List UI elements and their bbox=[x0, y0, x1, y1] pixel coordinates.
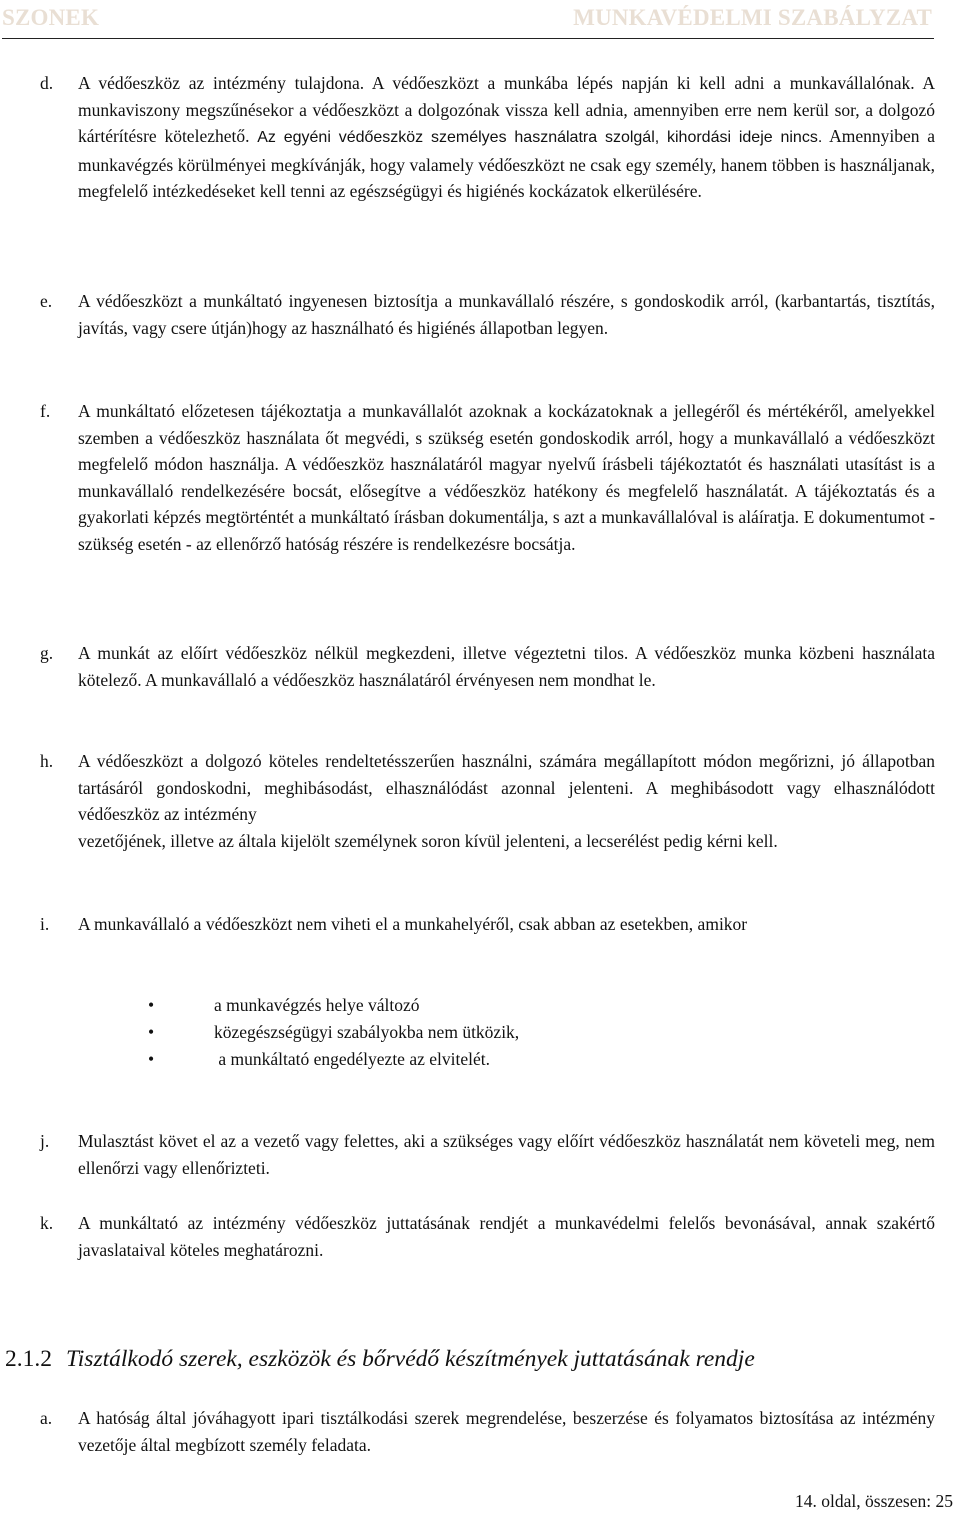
item-label: e. bbox=[40, 291, 53, 311]
bullet-list bbox=[148, 992, 519, 1073]
item-text bbox=[78, 70, 935, 205]
bullet-icon: • bbox=[148, 1049, 155, 1069]
item-text: Mulasztást követ el az a vezető vagy felettes, aki a szükséges vagy előírt védőeszköz használatát nem követeli meg, nem ellenőrzi vagy ellenőrizteti. bbox=[78, 1131, 935, 1178]
item-label: j. bbox=[40, 1131, 50, 1151]
item-label: a. bbox=[40, 1408, 53, 1428]
list-item-j bbox=[40, 1128, 935, 1181]
list-item-h bbox=[40, 748, 935, 854]
item-text: A védőeszközt a munkáltató ingyenesen biztosítja a munkavállaló részére, s gondoskodik arról, (karbantartás, tisztítás, javítás, vagy csere útján)hogy az használható és higiénés állapotban legyen. bbox=[78, 291, 935, 338]
section-number: 2.1.2 bbox=[5, 1346, 52, 1372]
item-text-part: A védőeszköz az intézmény tulajdona. A védőeszközt a munkába lépés napján ki kell adni a munkavállalónak. A munkaviszony megszűnésekor a védőeszközt a dolgozónak vissza kell adnia, amennyiben erre nem kerül sor, a dolgozó kártérítésre kötelezhető. bbox=[78, 73, 935, 147]
list-item-k bbox=[40, 1210, 935, 1263]
section-title: Tisztálkodó szerek, eszközök és bőrvédő készítmények juttatásának rendje bbox=[66, 1346, 755, 1372]
bullet-item bbox=[148, 992, 519, 1019]
bullet-item bbox=[148, 1019, 519, 1046]
item-label: g. bbox=[40, 643, 54, 663]
bullet-text: közegészségügyi szabályokba nem ütközik, bbox=[214, 1022, 520, 1042]
item-text: A munkát az előírt védőeszköz nélkül megkezdeni, illetve végeztetni tilos. A védőeszköz munka közbeni használata kötelező. A munkavállaló a védőeszköz használatáról érvényesen nem mondhat le. bbox=[78, 643, 935, 690]
bullet-icon: • bbox=[148, 995, 155, 1015]
item-text-part-2: vezetőjének, illetve az általa kijelölt személynek soron kívül jelenteni, a lecserélést pedig kérni kell. bbox=[78, 830, 778, 851]
item-text-sans-part: Az egyéni védőeszköz személyes használatra szolgál, kihordási ideje nincs. bbox=[257, 129, 823, 147]
list-item-i bbox=[40, 911, 935, 938]
item-label: h. bbox=[40, 751, 54, 771]
item-text: A hatóság által jóváhagyott ipari tisztálkodási szerek megrendelése, beszerzése és folyamatos biztosítása az intézmény vezetője által megbízott személy feladata. bbox=[78, 1408, 935, 1455]
item-text-part: A védőeszközt a dolgozó köteles rendeltetésszerűen használni, számára megállapított módon megőrizni, jó állapotban tartásáról gondoskodni, meghibásodást, elhasználódást azonnal jelenteni. A meghibásodott vagy elhasználódott védőeszköz az intézmény bbox=[78, 751, 935, 825]
bullet-text: a munkáltató engedélyezte az elvitelét. bbox=[214, 1049, 490, 1069]
bullet-icon: • bbox=[148, 1022, 155, 1042]
item-text: A munkáltató az intézmény védőeszköz juttatásának rendjét a munkavédelmi felelős bevonásával, annak szakértő javaslataival köteles meghatározni. bbox=[78, 1213, 935, 1260]
item-label: k. bbox=[40, 1213, 54, 1233]
list-item-f bbox=[40, 398, 935, 558]
item-text-part-2: Amennyiben a munkavégzés körülményei megkívánják, hogy valamely védőeszközt ne csak egy személy, hanem többen is használjanak, megfelelő intézkedéseket kell tenni az egészségügyi és higiénés kockázatok elkerülésére. bbox=[78, 126, 935, 202]
page-header bbox=[2, 2, 934, 39]
item-label: d. bbox=[40, 73, 54, 93]
section-list-item-a bbox=[40, 1405, 935, 1458]
header-doc-title: MUNKAVÉDELMI SZABÁLYZAT bbox=[573, 5, 932, 30]
item-label: f. bbox=[40, 401, 51, 421]
list-item-e bbox=[40, 288, 935, 341]
item-text: A munkavállaló a védőeszközt nem viheti el a munkahelyéről, csak abban az esetekben, amikor bbox=[78, 914, 748, 934]
item-text: A munkáltató előzetesen tájékoztatja a munkavállalót azoknak a kockázatoknak a jellegéről és mértékéről, amelyekkel szemben a védőeszköz használata őt megvédi, s szükség esetén gondoskodik arról, hogy a munkavállaló a védőeszközt megfelelő módon használja. A védőeszköz használatáról magyar nyelvű írásbeli tájékoztatót és használati utasítást is a munkavállaló rendelkezésére bocsát, elősegítve a védőeszköz hatékony és megfelelő használatát. A tájékoztatás és a gyakorlati képzés megtörténtét a munkáltató írásban dokumentálja, s azt a munkavállalóval is aláíratja. E dokumentumot - szükség esetén - az ellenőrző hatóság részére is rendelkezésre bocsátja. bbox=[78, 401, 935, 554]
list-item-d bbox=[40, 70, 935, 205]
section-heading bbox=[5, 1346, 755, 1373]
header-org-name: SZONEK bbox=[2, 5, 100, 30]
page-number-footer: 14. oldal, összesen: 25 bbox=[795, 1491, 953, 1511]
item-text bbox=[78, 748, 935, 854]
bullet-item bbox=[148, 1046, 519, 1073]
list-item-g bbox=[40, 640, 935, 693]
item-label: i. bbox=[40, 914, 50, 934]
bullet-text: a munkavégzés helye változó bbox=[214, 995, 420, 1015]
